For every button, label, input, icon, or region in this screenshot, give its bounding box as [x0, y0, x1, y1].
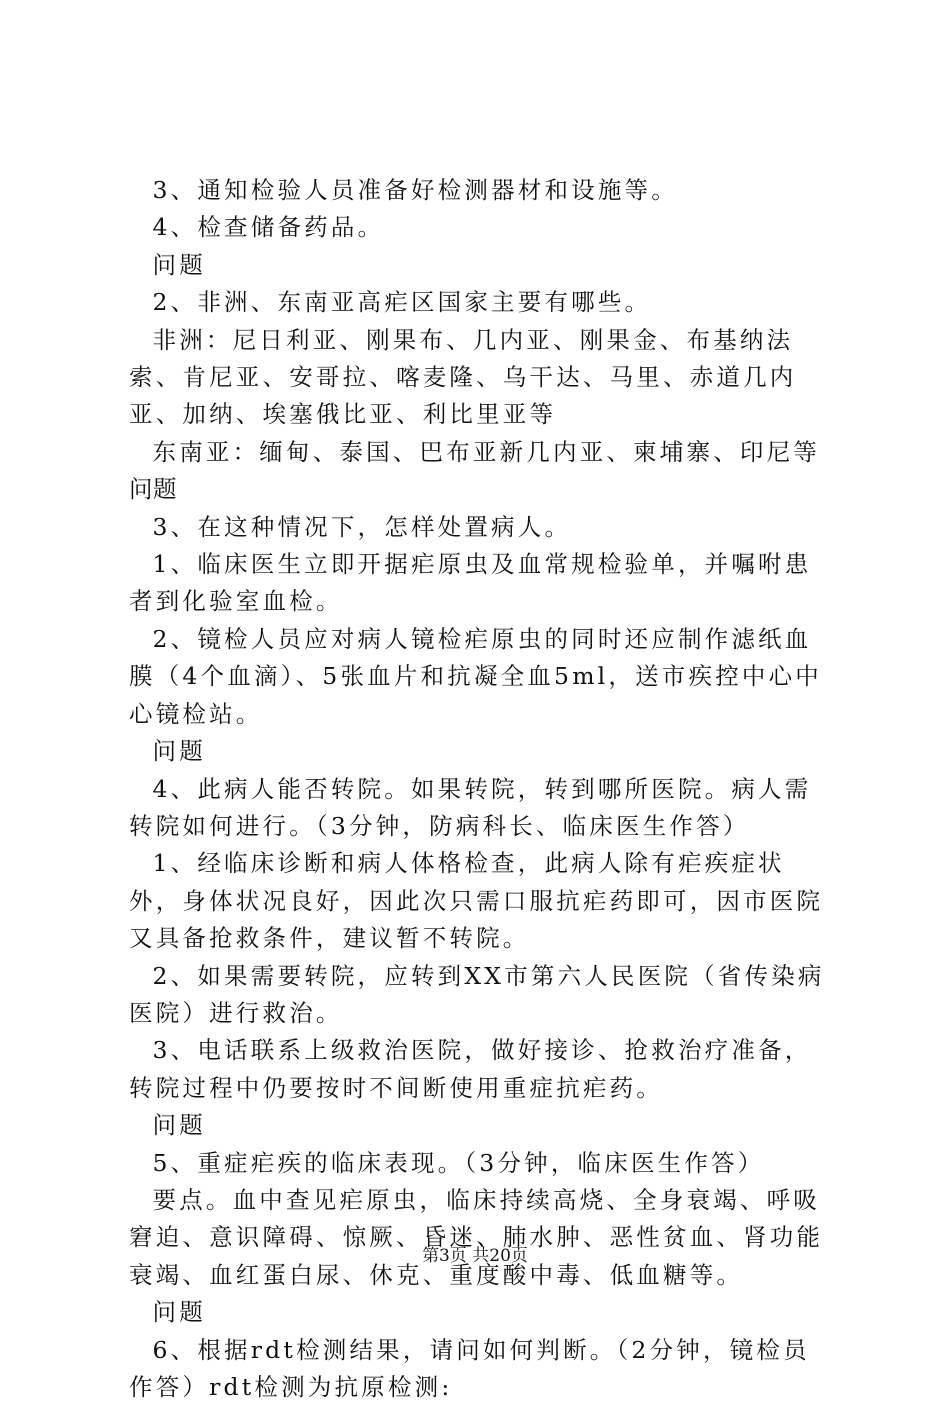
- paragraph: 要点。血中查见疟原虫，临床持续高烧、全身衰竭、呼吸窘迫、意识障碍、惊厥、昏迷、肺水肿、恶性贫血、肾功能衰竭、血红蛋白尿、休克、重度酸中毒、低血糖等。: [129, 1185, 824, 1289]
- document-body: [129, 172, 834, 1406]
- paragraph: 5、重症疟疾的临床表现。（3分钟，临床医生作答）: [152, 1148, 765, 1177]
- paragraph: 3、在这种情况下，怎样处置病人。: [152, 512, 572, 541]
- paragraph: 2、如果需要转院，应转到XX市第六人民医院（省传染病医院）进行救治。: [129, 961, 825, 1027]
- question-heading: 问题: [152, 1111, 206, 1140]
- paragraph: 2、非洲、东南亚高疟区国家主要有哪些。: [152, 288, 652, 317]
- paragraph: 3、通知检验人员准备好检测器材和设施等。: [152, 176, 678, 204]
- paragraph: 4、检查储备药品。: [152, 213, 385, 242]
- question-heading: 问题: [152, 1298, 206, 1327]
- paragraph: 4、此病人能否转院。如果转院，转到哪所医院。病人需转院如何进行。（3分钟，防病科长、临床医生作答）: [129, 774, 812, 840]
- paragraph: 1、临床医生立即开据疟原虫及血常规检验单，并嘱咐患者到化验室血检。: [129, 550, 812, 616]
- paragraph: 非洲：尼日利亚、刚果布、几内亚、刚果金、布基纳法索、肯尼亚、安哥拉、喀麦隆、乌干达、马里、赤道几内亚、加纳、埃塞俄比亚、利比里亚等: [129, 325, 797, 429]
- paragraph: 2、镜检人员应对病人镜检疟原虫的同时还应制作滤纸血膜（4个血滴）、5张血片和抗凝全血5ml，送市疾控中心中心镜检站。: [129, 624, 823, 728]
- question-heading: 问题: [152, 737, 206, 766]
- question-heading: 问题: [129, 475, 177, 504]
- paragraph: 东南亚：缅甸、泰国、巴布亚新几内亚、柬埔寨、印尼等: [152, 437, 820, 466]
- paragraph: 6、根据rdt检测结果，请问如何判断。（2分钟，镜检员作答）rdt检测为抗原检测:: [129, 1335, 810, 1401]
- paragraph: 3、电话联系上级救治医院，做好接诊、抢救治疗准备，转院过程中仍要按时不间断使用重症抗疟药。: [129, 1036, 812, 1102]
- question-heading: 问题: [152, 250, 206, 279]
- page-number-footer: 第3页 共20页: [422, 1246, 528, 1266]
- paragraph: 1、经临床诊断和病人体格检查，此病人除有疟疾症状外，身体状况良好，因此次只需口服抗疟药即可，因市医院又具备抢救条件，建议暂不转院。: [129, 849, 824, 953]
